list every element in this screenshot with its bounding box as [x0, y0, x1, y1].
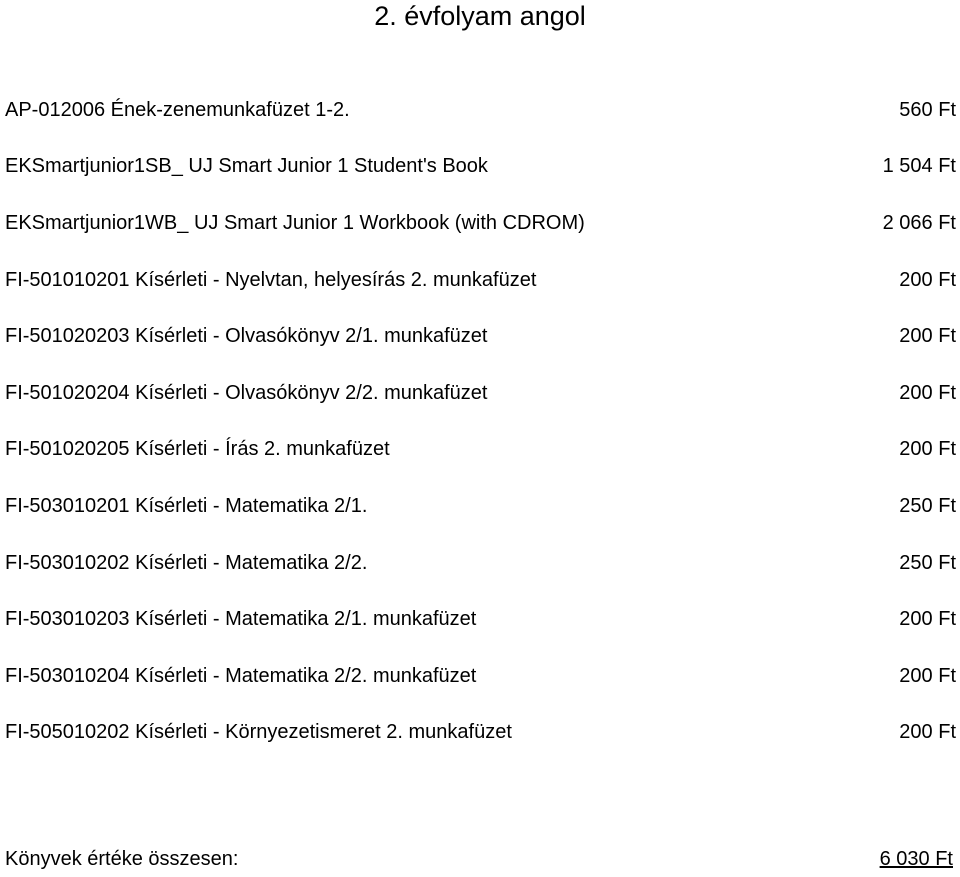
list-item	[5, 195, 956, 252]
list-item	[5, 308, 956, 365]
item-name: FI-505010202 Kísérleti - Környezetismeret 2. munkafüzet	[5, 721, 512, 744]
item-name: EKSmartjunior1WB_ UJ Smart Junior 1 Workbook (with CDROM)	[5, 211, 585, 234]
item-price: 560 Ft	[899, 98, 956, 121]
total-value: 6 030 Ft	[879, 848, 953, 870]
list-item	[5, 365, 956, 422]
list-item	[5, 591, 956, 648]
item-price: 200 Ft	[899, 721, 956, 744]
item-price: 250 Ft	[899, 494, 956, 517]
item-price: 2 066 Ft	[882, 211, 956, 234]
list-item	[5, 82, 956, 139]
book-list	[5, 82, 956, 761]
item-name: EKSmartjunior1SB_ UJ Smart Junior 1 Student's Book	[5, 155, 488, 178]
list-item	[5, 139, 956, 196]
total-row	[5, 845, 953, 873]
item-name: FI-501020203 Kísérleti - Olvasókönyv 2/1. munkafüzet	[5, 325, 488, 348]
total-label: Könyvek értéke összesen:	[5, 848, 239, 870]
list-item	[5, 705, 956, 762]
list-item	[5, 648, 956, 705]
item-name: FI-501010201 Kísérleti - Nyelvtan, helyesírás 2. munkafüzet	[5, 268, 537, 291]
list-item	[5, 252, 956, 309]
item-price: 200 Ft	[899, 325, 956, 348]
list-item	[5, 478, 956, 535]
list-item	[5, 535, 956, 592]
item-price: 200 Ft	[899, 664, 956, 687]
item-name: FI-501020204 Kísérleti - Olvasókönyv 2/2. munkafüzet	[5, 381, 488, 404]
page-title: 2. évfolyam angol	[374, 1, 586, 31]
item-name: FI-503010201 Kísérleti - Matematika 2/1.	[5, 494, 368, 517]
list-item	[5, 422, 956, 479]
item-name: AP-012006 Ének-zenemunkafüzet 1-2.	[5, 98, 350, 121]
item-name: FI-501020205 Kísérleti - Írás 2. munkafüzet	[5, 438, 390, 461]
item-name: FI-503010204 Kísérleti - Matematika 2/2. munkafüzet	[5, 664, 477, 687]
item-price: 200 Ft	[899, 438, 956, 461]
item-name: FI-503010202 Kísérleti - Matematika 2/2.	[5, 551, 368, 574]
item-name: FI-503010203 Kísérleti - Matematika 2/1. munkafüzet	[5, 608, 477, 631]
item-price: 200 Ft	[899, 268, 956, 291]
item-price: 200 Ft	[899, 608, 956, 631]
item-price: 200 Ft	[899, 381, 956, 404]
item-price: 1 504 Ft	[882, 155, 956, 178]
item-price: 250 Ft	[899, 551, 956, 574]
